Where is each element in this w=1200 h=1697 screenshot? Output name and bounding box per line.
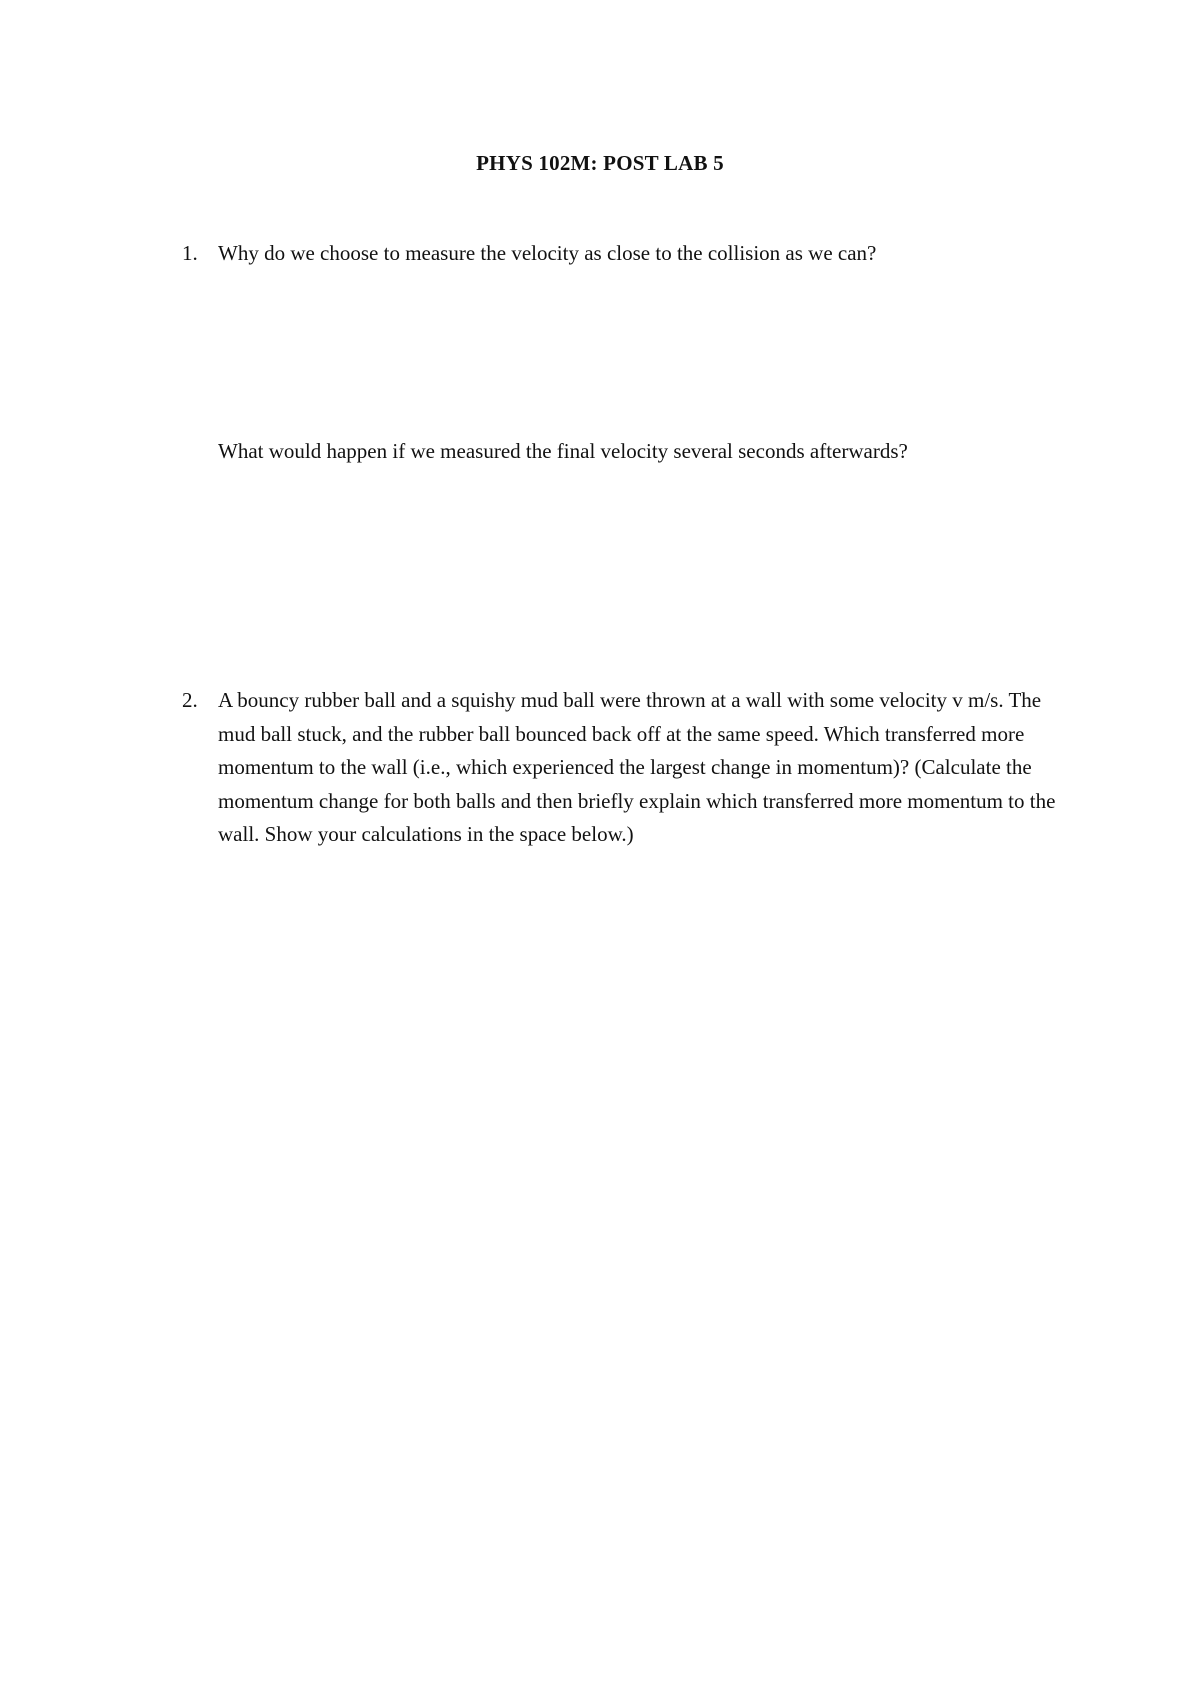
question-1-followup-text: What would happen if we measured the final velocity several seconds afterwards?: [218, 439, 908, 463]
question-2-number: 2.: [182, 688, 198, 712]
question-2-text: A bouncy rubber ball and a squishy mud ball were thrown at a wall with some velocity v m/s. The mud ball stuck, and the rubber ball bounced back off at the same speed. Which transferred more momentum to the wall (i.e., which experienced the largest change in momentum)? (Calculate the momentum change for both balls and then briefly explain which transferred more momentum to the wall. Show your calculations in the space below.): [218, 688, 1056, 846]
question-1-text: Why do we choose to measure the velocity as close to the collision as we can?: [218, 241, 877, 265]
question-1-followup: [182, 435, 1062, 469]
page-title: PHYS 102M: POST LAB 5: [476, 151, 724, 175]
question-1: [182, 237, 1062, 271]
question-1-number: 1.: [182, 241, 198, 265]
question-2: [182, 684, 1062, 852]
